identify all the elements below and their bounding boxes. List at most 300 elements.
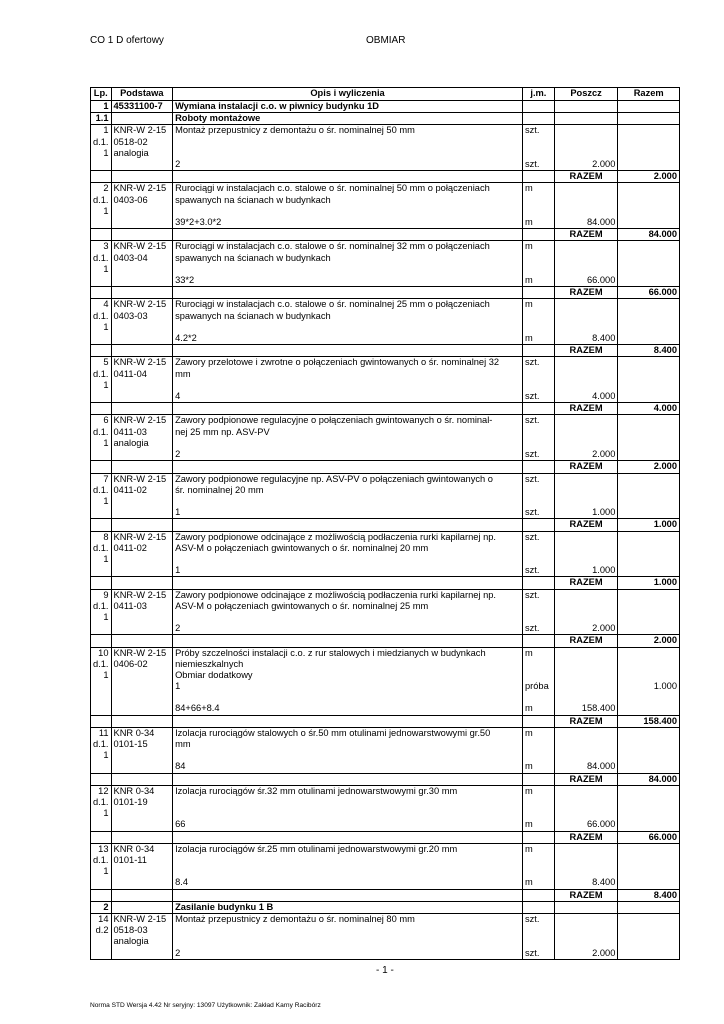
item-basis: KNR 0-34: [111, 727, 173, 739]
section-code: 45331100-7: [111, 101, 173, 113]
table-cell: [173, 403, 523, 415]
item-description: Montaż przepustnicy z demontażu o śr. nominalnej 80 mm: [173, 914, 523, 926]
table-cell: [91, 692, 112, 703]
item-extra-label: Obmiar dodatkowy: [173, 670, 523, 681]
table-cell: [618, 601, 680, 612]
item-lp: 4: [91, 299, 112, 311]
item-description-cont: ASV-M o połączeniach gwintowanych o śr. nominalnej 25 mm: [173, 601, 523, 612]
razem-value: 2.000: [618, 171, 680, 183]
item-basis-note: analogia: [111, 936, 173, 947]
table-row: [91, 137, 680, 148]
table-cell: [618, 855, 680, 866]
table-cell: [111, 461, 173, 473]
table-cell: [618, 264, 680, 275]
table-cell: [522, 901, 554, 913]
table-cell: [111, 681, 173, 692]
item-basis: KNR-W 2-15: [111, 473, 173, 485]
table-cell: [554, 914, 618, 926]
table-cell: [91, 635, 112, 647]
item-basis-note: [111, 554, 173, 565]
table-cell: [522, 438, 554, 449]
item-unit: szt.: [522, 125, 554, 137]
table-cell: [522, 137, 554, 148]
table-cell: [554, 357, 618, 369]
table-row: [91, 739, 680, 750]
table-cell: [554, 253, 618, 264]
table-row: [91, 531, 680, 543]
table-cell: [111, 877, 173, 889]
item-basis-code: 0411-03: [111, 601, 173, 612]
table-row: [91, 125, 680, 137]
table-cell: [554, 322, 618, 333]
item-lp-sub: 1: [91, 554, 112, 565]
table-cell: [111, 391, 173, 403]
item-lp: 3: [91, 241, 112, 253]
item-unit: szt.: [522, 589, 554, 601]
table-cell: [618, 137, 680, 148]
item-basis-code: 0518-02: [111, 137, 173, 148]
item-quantity: 8.400: [554, 333, 618, 345]
item-lp: 8: [91, 531, 112, 543]
item-basis-code: 0101-11: [111, 855, 173, 866]
table-cell: [554, 739, 618, 750]
item-basis-note: analogia: [111, 148, 173, 159]
table-cell: [618, 183, 680, 195]
table-row: [91, 785, 680, 797]
item-basis-note: [111, 612, 173, 623]
table-cell: [618, 449, 680, 461]
table-cell: [91, 565, 112, 577]
table-row: [91, 589, 680, 601]
table-cell: [91, 681, 112, 692]
table-cell: [111, 113, 173, 125]
table-cell: [111, 692, 173, 703]
table-cell: [111, 519, 173, 531]
table-cell: [91, 333, 112, 345]
table-cell: [173, 287, 523, 299]
table-row: [91, 159, 680, 171]
table-cell: [111, 819, 173, 831]
table-row: [91, 727, 680, 739]
table-cell: [554, 485, 618, 496]
table-row: [91, 543, 680, 554]
item-calc-unit: m: [522, 333, 554, 345]
item-basis: KNR 0-34: [111, 843, 173, 855]
razem-value: 66.000: [618, 831, 680, 843]
razem-value: 84.000: [618, 229, 680, 241]
item-extra-label: [173, 866, 523, 877]
table-cell: [522, 519, 554, 531]
table-cell: [91, 507, 112, 519]
table-cell: [522, 253, 554, 264]
item-lp-sub: 1: [91, 206, 112, 217]
table-cell: [522, 936, 554, 947]
table-cell: [618, 692, 680, 703]
table-cell: [618, 612, 680, 623]
item-quantity: 2.000: [554, 159, 618, 171]
item-description: Zawory podpionowe regulacyjne np. ASV-PV o połączeniach gwintowanych o: [173, 473, 523, 485]
item-calc-unit: szt.: [522, 948, 554, 960]
table-row: [91, 819, 680, 831]
item-basis-code: 0411-04: [111, 369, 173, 380]
item-basis: KNR 0-34: [111, 785, 173, 797]
table-cell: [618, 739, 680, 750]
table-cell: [91, 889, 112, 901]
table-cell: [618, 589, 680, 601]
table-cell: [522, 229, 554, 241]
item-description-cont: mm: [173, 369, 523, 380]
razem-value: 1.000: [618, 519, 680, 531]
table-cell: [554, 299, 618, 311]
section-lp: 1: [91, 101, 112, 113]
table-cell: [522, 543, 554, 554]
item-lp-detail: d.1.: [91, 739, 112, 750]
table-row: [91, 473, 680, 485]
table-cell: [618, 217, 680, 229]
item-description-cont: spawanych na ścianach w budynkach: [173, 253, 523, 264]
table-cell: [91, 715, 112, 727]
item-basis-note: [111, 750, 173, 761]
table-cell: [111, 761, 173, 773]
table-cell: [111, 159, 173, 171]
table-cell: [618, 333, 680, 345]
footer: Norma STD Wersja 4.42 Nr seryjny: 13097 Użytkownik: Zakład Karny Racibórz: [90, 1002, 321, 1009]
item-lp-detail: d.1.: [91, 855, 112, 866]
table-cell: [554, 101, 618, 113]
table-cell: [111, 333, 173, 345]
table-cell: [91, 519, 112, 531]
item-lp-detail: d.1.: [91, 137, 112, 148]
table-cell: [554, 659, 618, 670]
item-lp-detail: d.1.: [91, 253, 112, 264]
table-cell: [618, 391, 680, 403]
table-cell: [91, 761, 112, 773]
table-cell: [554, 241, 618, 253]
item-description: Rurociągi w instalacjach c.o. stalowe o śr. nominalnej 25 mm o połączeniach: [173, 299, 523, 311]
item-calculation: 2: [173, 159, 523, 171]
table-cell: [554, 855, 618, 866]
table-row: [91, 692, 680, 703]
table-cell: [618, 565, 680, 577]
table-row: [91, 253, 680, 264]
table-row: [91, 554, 680, 565]
table-cell: [554, 936, 618, 947]
table-cell: [554, 415, 618, 427]
table-cell: [91, 773, 112, 785]
item-lp-detail: d.1.: [91, 659, 112, 670]
item-description-cont: [173, 855, 523, 866]
item-basis-code: 0518-03: [111, 925, 173, 936]
item-lp-detail: d.1.: [91, 369, 112, 380]
table-cell: [91, 345, 112, 357]
item-calc-unit: m: [522, 217, 554, 229]
table-cell: [111, 773, 173, 785]
item-unit: m: [522, 241, 554, 253]
item-lp: 7: [91, 473, 112, 485]
table-cell: [618, 311, 680, 322]
table-cell: [111, 287, 173, 299]
item-basis-note: [111, 670, 173, 681]
item-description: Izolacja rurociągów śr.32 mm otulinami jednowarstwowymi gr.30 mm: [173, 785, 523, 797]
item-lp: 13: [91, 843, 112, 855]
item-calculation: 4: [173, 391, 523, 403]
table-cell: [618, 380, 680, 391]
table-cell: [111, 345, 173, 357]
item-extra-value: 1: [173, 681, 523, 692]
item-description: Izolacja rurociągów śr.25 mm otulinami jednowarstwowymi gr.20 mm: [173, 843, 523, 855]
item-extra-label: [173, 554, 523, 565]
table-cell: [618, 159, 680, 171]
table-cell: [173, 635, 523, 647]
table-cell: [91, 171, 112, 183]
item-description-cont: spawanych na ścianach w budynkach: [173, 311, 523, 322]
table-row: [91, 565, 680, 577]
table-row: [91, 427, 680, 438]
table-row: [91, 415, 680, 427]
table-cell: [618, 901, 680, 913]
item-unit: szt.: [522, 531, 554, 543]
table-row: [91, 761, 680, 773]
table-cell: [522, 380, 554, 391]
table-cell: [554, 750, 618, 761]
table-cell: [618, 485, 680, 496]
item-lp: 14: [91, 914, 112, 926]
section-lp: 2: [91, 901, 112, 913]
razem-row: [91, 171, 680, 183]
table-cell: [111, 635, 173, 647]
razem-row: [91, 831, 680, 843]
item-unit: m: [522, 183, 554, 195]
item-unit: m: [522, 785, 554, 797]
table-cell: [522, 797, 554, 808]
table-cell: [111, 715, 173, 727]
item-lp: 1: [91, 125, 112, 137]
item-lp: 10: [91, 647, 112, 659]
item-calculation: 1: [173, 507, 523, 519]
table-cell: [173, 889, 523, 901]
razem-label: RAZEM: [554, 577, 618, 589]
table-cell: [111, 171, 173, 183]
item-description-cont: nej 25 mm np. ASV-PV: [173, 427, 523, 438]
table-cell: [522, 715, 554, 727]
item-description: Próby szczelności instalacji c.o. z rur stalowych i miedzianych w budynkach: [173, 647, 523, 659]
item-lp: 5: [91, 357, 112, 369]
razem-label: RAZEM: [554, 519, 618, 531]
table-cell: [173, 519, 523, 531]
table-row: [91, 647, 680, 659]
table-cell: [554, 681, 618, 692]
item-lp-detail: d.1.: [91, 195, 112, 206]
table-cell: [522, 148, 554, 159]
table-cell: [554, 612, 618, 623]
razem-label: RAZEM: [554, 461, 618, 473]
table-cell: [554, 473, 618, 485]
item-lp-detail: d.1.: [91, 311, 112, 322]
razem-row: [91, 773, 680, 785]
table-row: [91, 948, 680, 960]
item-basis-note: analogia: [111, 438, 173, 449]
item-quantity: 84.000: [554, 217, 618, 229]
razem-value: 1.000: [618, 577, 680, 589]
item-lp-sub: 1: [91, 808, 112, 819]
table-cell: [618, 659, 680, 670]
item-description: Zawory podpionowe regulacyjne o połączeniach gwintowanych o śr. nominal-: [173, 415, 523, 427]
table-row: [91, 449, 680, 461]
item-basis-code: 0403-06: [111, 195, 173, 206]
table-cell: [111, 217, 173, 229]
table-cell: [522, 831, 554, 843]
table-cell: [618, 761, 680, 773]
table-cell: [91, 229, 112, 241]
table-cell: [618, 195, 680, 206]
table-cell: [554, 427, 618, 438]
table-row: [91, 507, 680, 519]
table-cell: [91, 819, 112, 831]
table-cell: [522, 659, 554, 670]
table-cell: [173, 171, 523, 183]
item-basis: KNR-W 2-15: [111, 357, 173, 369]
item-basis-code: 0406-02: [111, 659, 173, 670]
section-title: Zasilanie budynku 1 B: [173, 901, 523, 913]
table-cell: [522, 403, 554, 415]
page-number: - 1 -: [376, 965, 394, 976]
table-cell: [522, 485, 554, 496]
table-cell: [91, 159, 112, 171]
table-cell: [554, 554, 618, 565]
table-row: [91, 357, 680, 369]
item-calculation: 39*2+3.0*2: [173, 217, 523, 229]
table-cell: [618, 101, 680, 113]
item-calc-unit: szt.: [522, 623, 554, 635]
table-row: [91, 866, 680, 877]
item-calculation: 84+66+8.4: [173, 703, 523, 715]
table-cell: [91, 703, 112, 715]
table-cell: [91, 461, 112, 473]
table-cell: [618, 914, 680, 926]
table-cell: [618, 496, 680, 507]
item-basis-code: 0403-04: [111, 253, 173, 264]
razem-label: RAZEM: [554, 229, 618, 241]
table-row: [91, 148, 680, 159]
table-cell: [522, 739, 554, 750]
table-cell: [522, 345, 554, 357]
table-cell: [91, 449, 112, 461]
item-description: Izolacja rurociągów stalowych o śr.50 mm otulinami jednowarstwowymi gr.50: [173, 727, 523, 739]
item-calculation: 84: [173, 761, 523, 773]
item-basis: KNR-W 2-15: [111, 125, 173, 137]
table-cell: [618, 877, 680, 889]
table-cell: [173, 773, 523, 785]
table-cell: [618, 948, 680, 960]
item-lp-detail: d.2: [91, 925, 112, 936]
table-cell: [111, 507, 173, 519]
item-lp-sub: 1: [91, 670, 112, 681]
razem-label: RAZEM: [554, 889, 618, 901]
table-cell: [554, 785, 618, 797]
razem-value: 8.400: [618, 889, 680, 901]
subsection-lp: 1.1: [91, 113, 112, 125]
table-cell: [554, 311, 618, 322]
item-unit: szt.: [522, 473, 554, 485]
item-lp-sub: 1: [91, 438, 112, 449]
table-cell: [522, 206, 554, 217]
table-row: [91, 612, 680, 623]
razem-row: [91, 403, 680, 415]
table-cell: [618, 866, 680, 877]
table-cell: [173, 715, 523, 727]
table-body: [91, 101, 680, 960]
item-extra-razem: 1.000: [618, 681, 680, 692]
col-header-opis: Opis i wyliczenia: [173, 88, 523, 101]
table-cell: [522, 692, 554, 703]
table-cell: [618, 125, 680, 137]
table-row: [91, 369, 680, 380]
table-cell: [618, 797, 680, 808]
item-extra-label: [173, 264, 523, 275]
table-cell: [522, 855, 554, 866]
col-header-lp: Lp.: [91, 88, 112, 101]
table-cell: [111, 229, 173, 241]
section-row: [91, 101, 680, 113]
item-quantity: 1.000: [554, 507, 618, 519]
table-cell: [554, 531, 618, 543]
table-cell: [618, 473, 680, 485]
table-cell: [554, 727, 618, 739]
item-quantity: 2.000: [554, 449, 618, 461]
col-header-razem: Razem: [618, 88, 680, 101]
table-cell: [522, 577, 554, 589]
table-cell: [522, 287, 554, 299]
razem-row: [91, 715, 680, 727]
table-cell: [91, 403, 112, 415]
table-cell: [173, 345, 523, 357]
table-cell: [91, 287, 112, 299]
item-calc-unit: m: [522, 275, 554, 287]
table-row: [91, 936, 680, 947]
table-cell: [618, 843, 680, 855]
table-row: [91, 391, 680, 403]
item-description-cont: [173, 797, 523, 808]
table-cell: [91, 391, 112, 403]
table-cell: [554, 496, 618, 507]
razem-row: [91, 229, 680, 241]
table-row: [91, 703, 680, 715]
table-row: [91, 670, 680, 681]
table-cell: [111, 449, 173, 461]
razem-label: RAZEM: [554, 403, 618, 415]
item-calc-unit: m: [522, 877, 554, 889]
table-row: [91, 659, 680, 670]
item-lp-detail: d.1.: [91, 427, 112, 438]
table-cell: [618, 623, 680, 635]
item-basis-code: 0411-02: [111, 485, 173, 496]
item-extra-label: [173, 808, 523, 819]
item-extra-label: [173, 750, 523, 761]
table-cell: [554, 901, 618, 913]
item-description-cont: ASV-M o połączeniach gwintowanych o śr. nominalnej 20 mm: [173, 543, 523, 554]
razem-value: 4.000: [618, 403, 680, 415]
table-cell: [91, 877, 112, 889]
item-basis-note: [111, 322, 173, 333]
item-extra-label: [173, 206, 523, 217]
table-cell: [554, 438, 618, 449]
item-calc-unit: szt.: [522, 565, 554, 577]
table-row: [91, 601, 680, 612]
table-cell: [554, 148, 618, 159]
item-basis-code: 0101-15: [111, 739, 173, 750]
table-header-row: [91, 88, 680, 101]
item-lp-sub: 1: [91, 264, 112, 275]
